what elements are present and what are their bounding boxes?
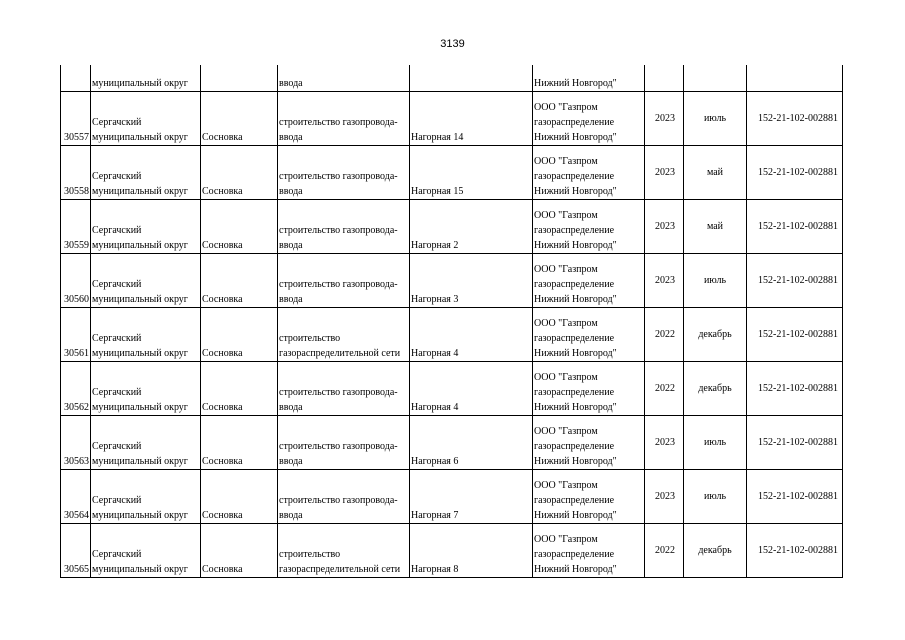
district-line-1: Сергачский bbox=[92, 441, 142, 452]
district-line-1: Сергачский bbox=[92, 387, 142, 398]
cell-num bbox=[61, 65, 91, 92]
address-text: Нагорная 4 bbox=[411, 402, 459, 413]
row-number: 30565 bbox=[64, 564, 89, 575]
cell-organization bbox=[533, 524, 645, 578]
cell-organization bbox=[533, 92, 645, 146]
object-line-2: ввода bbox=[279, 402, 303, 413]
month-text: июль bbox=[703, 437, 727, 448]
cell-year bbox=[645, 200, 684, 254]
cell-code bbox=[747, 524, 843, 578]
settlement-name: Сосновка bbox=[202, 240, 243, 251]
cell-settlement bbox=[201, 416, 278, 470]
cell-code bbox=[747, 200, 843, 254]
address-text: Нагорная 6 bbox=[411, 456, 459, 467]
district-line-2: муниципальный округ bbox=[92, 348, 188, 359]
cell-code bbox=[747, 92, 843, 146]
table-body bbox=[61, 65, 843, 578]
cell-organization bbox=[533, 470, 645, 524]
cell-district bbox=[91, 470, 201, 524]
month-text: декабрь bbox=[698, 383, 732, 394]
cell-organization bbox=[533, 200, 645, 254]
district-line-2: муниципальный округ bbox=[92, 186, 188, 197]
organization-line-3: Нижний Новгород" bbox=[534, 186, 617, 197]
cell-num bbox=[61, 254, 91, 308]
cell-month bbox=[684, 416, 747, 470]
cell-settlement bbox=[201, 470, 278, 524]
cell-month bbox=[684, 308, 747, 362]
month-text: июль bbox=[703, 491, 727, 502]
district-line-2: муниципальный округ bbox=[92, 510, 188, 521]
organization-line-3: Нижний Новгород" bbox=[534, 456, 617, 467]
object-line-2: ввода bbox=[279, 186, 303, 197]
settlement-name: Сосновка bbox=[202, 564, 243, 575]
object-line-2: газораспределительной сети bbox=[279, 348, 401, 359]
cell-code bbox=[747, 254, 843, 308]
table-row bbox=[61, 92, 843, 146]
district-line-1: Сергачский bbox=[92, 171, 142, 182]
row-number: 30559 bbox=[64, 240, 89, 251]
registry-code: 152-21-102-002881 bbox=[758, 329, 838, 340]
organization-line-1: ООО "Газпром bbox=[534, 480, 598, 491]
row-number: 30560 bbox=[64, 294, 89, 305]
organization-line-3: Нижний Новгород" bbox=[534, 132, 617, 143]
cell-month bbox=[684, 92, 747, 146]
organization-line-3: Нижний Новгород" bbox=[534, 510, 617, 521]
cell-organization bbox=[533, 146, 645, 200]
district-line-2: муниципальный округ bbox=[92, 402, 188, 413]
district-line-2: муниципальный округ bbox=[92, 294, 188, 305]
address-text: Нагорная 4 bbox=[411, 348, 459, 359]
address-text: Нагорная 3 bbox=[411, 294, 459, 305]
cell-district: муниципальный округ bbox=[91, 65, 201, 92]
cell-address bbox=[410, 362, 533, 416]
cell-address bbox=[410, 416, 533, 470]
cell-address bbox=[410, 200, 533, 254]
district-line-2: муниципальный округ bbox=[92, 132, 188, 143]
year-text: 2022 bbox=[655, 383, 675, 394]
row-number: 30562 bbox=[64, 402, 89, 413]
cell-object bbox=[278, 362, 410, 416]
cell-code bbox=[747, 416, 843, 470]
cell-year bbox=[645, 65, 684, 92]
cell-num bbox=[61, 200, 91, 254]
table-row bbox=[61, 308, 843, 362]
organization-line-1: ООО "Газпром bbox=[534, 264, 598, 275]
year-text: 2023 bbox=[655, 437, 675, 448]
organization-line-2: газораспределение bbox=[534, 333, 615, 344]
object-line-2: ввода bbox=[279, 456, 303, 467]
district-line-1: Сергачский bbox=[92, 225, 142, 236]
object-line-2: ввода bbox=[279, 294, 303, 305]
row-number: 30557 bbox=[64, 132, 89, 143]
organization-line-3: Нижний Новгород" bbox=[534, 294, 617, 305]
cell-year bbox=[645, 308, 684, 362]
month-text: декабрь bbox=[698, 329, 732, 340]
settlement-name: Сосновка bbox=[202, 510, 243, 521]
registry-code: 152-21-102-002881 bbox=[758, 383, 838, 394]
settlement-name: Сосновка bbox=[202, 132, 243, 143]
organization-line-1: ООО "Газпром bbox=[534, 318, 598, 329]
organization-line-1: ООО "Газпром bbox=[534, 102, 598, 113]
cell-num bbox=[61, 308, 91, 362]
cell-year bbox=[645, 254, 684, 308]
object-line-1: строительство газопровода- bbox=[279, 279, 398, 290]
registry-code: 152-21-102-002881 bbox=[758, 491, 838, 502]
district-line-2: муниципальный округ bbox=[92, 456, 188, 467]
district-line-1: Сергачский bbox=[92, 495, 142, 506]
cell-year bbox=[645, 92, 684, 146]
cell-month bbox=[684, 146, 747, 200]
cell-num bbox=[61, 146, 91, 200]
year-text: 2022 bbox=[655, 329, 675, 340]
cell-address bbox=[410, 254, 533, 308]
object-line-2: ввода bbox=[279, 132, 303, 143]
object-line-2: ввода bbox=[279, 240, 303, 251]
cell-settlement bbox=[201, 308, 278, 362]
address-text: Нагорная 7 bbox=[411, 510, 459, 521]
settlement-name: Сосновка bbox=[202, 348, 243, 359]
organization-line-1: ООО "Газпром bbox=[534, 156, 598, 167]
table-row bbox=[61, 524, 843, 578]
cell-num bbox=[61, 416, 91, 470]
table-row bbox=[61, 362, 843, 416]
table-row bbox=[61, 470, 843, 524]
organization-line-2: газораспределение bbox=[534, 171, 615, 182]
cell-organization bbox=[533, 308, 645, 362]
cell-district bbox=[91, 254, 201, 308]
cell-object bbox=[278, 416, 410, 470]
page-number: 3139 bbox=[440, 38, 465, 50]
row-number: 30558 bbox=[64, 186, 89, 197]
cell-code bbox=[747, 65, 843, 92]
row-number: 30561 bbox=[64, 348, 89, 359]
organization-line-2: газораспределение bbox=[534, 225, 615, 236]
cell-settlement bbox=[201, 146, 278, 200]
object-line-2: ввода bbox=[279, 510, 303, 521]
cell-month bbox=[684, 470, 747, 524]
table-row bbox=[61, 200, 843, 254]
cell-district bbox=[91, 416, 201, 470]
object-line-2: газораспределительной сети bbox=[279, 564, 401, 575]
year-text: 2023 bbox=[655, 275, 675, 286]
cell-settlement bbox=[201, 92, 278, 146]
cell-year bbox=[645, 362, 684, 416]
cell-district bbox=[91, 362, 201, 416]
cell-object: ввода bbox=[278, 65, 410, 92]
table-row bbox=[61, 416, 843, 470]
table-row bbox=[61, 254, 843, 308]
cell-district bbox=[91, 92, 201, 146]
object-line-1: строительство газопровода- bbox=[279, 225, 398, 236]
continuation-row bbox=[61, 65, 843, 92]
cell-object bbox=[278, 254, 410, 308]
address-text: Нагорная 14 bbox=[411, 132, 464, 143]
cell-district bbox=[91, 524, 201, 578]
organization-line-1: ООО "Газпром bbox=[534, 534, 598, 545]
cell-address bbox=[410, 470, 533, 524]
cell-month bbox=[684, 362, 747, 416]
year-text: 2023 bbox=[655, 221, 675, 232]
cell-organization bbox=[533, 416, 645, 470]
cell-num bbox=[61, 362, 91, 416]
cell-address bbox=[410, 65, 533, 92]
organization-line-3: Нижний Новгород" bbox=[534, 348, 617, 359]
address-text: Нагорная 8 bbox=[411, 564, 459, 575]
cell-code bbox=[747, 146, 843, 200]
settlement-name: Сосновка bbox=[202, 186, 243, 197]
registry-code: 152-21-102-002881 bbox=[758, 275, 838, 286]
cell-object bbox=[278, 308, 410, 362]
cell-code bbox=[747, 308, 843, 362]
district-line-2: муниципальный округ bbox=[92, 240, 188, 251]
address-text: Нагорная 15 bbox=[411, 186, 464, 197]
organization-line-2: газораспределение bbox=[534, 117, 615, 128]
year-text: 2023 bbox=[655, 113, 675, 124]
year-text: 2022 bbox=[655, 545, 675, 556]
settlement-name: Сосновка bbox=[202, 402, 243, 413]
cell-year bbox=[645, 146, 684, 200]
cell-month bbox=[684, 524, 747, 578]
month-text: май bbox=[706, 221, 724, 232]
organization-line-2: газораспределение bbox=[534, 279, 615, 290]
object-line-1: строительство газопровода- bbox=[279, 495, 398, 506]
registry-code: 152-21-102-002881 bbox=[758, 167, 838, 178]
cell-object bbox=[278, 470, 410, 524]
year-text: 2023 bbox=[655, 491, 675, 502]
cell-address bbox=[410, 92, 533, 146]
registry-code: 152-21-102-002881 bbox=[758, 113, 838, 124]
month-text: июль bbox=[703, 275, 727, 286]
object-line-1: строительство газопровода- bbox=[279, 117, 398, 128]
organization-line-3: Нижний Новгород" bbox=[534, 240, 617, 251]
organization-line-1: ООО "Газпром bbox=[534, 426, 598, 437]
table-row bbox=[61, 146, 843, 200]
month-text: декабрь bbox=[698, 545, 732, 556]
organization-line-2: газораспределение bbox=[534, 495, 615, 506]
district-line-1: Сергачский bbox=[92, 333, 142, 344]
cell-object bbox=[278, 524, 410, 578]
cell-district bbox=[91, 146, 201, 200]
cell-num bbox=[61, 524, 91, 578]
object-line-1: строительство газопровода- bbox=[279, 171, 398, 182]
district-line-1: Сергачский bbox=[92, 279, 142, 290]
cell-month bbox=[684, 200, 747, 254]
cell-num bbox=[61, 92, 91, 146]
organization-line-1: ООО "Газпром bbox=[534, 210, 598, 221]
cell-organization bbox=[533, 254, 645, 308]
cell-object bbox=[278, 200, 410, 254]
cell-year bbox=[645, 470, 684, 524]
object-line-1: строительство газопровода- bbox=[279, 441, 398, 452]
cell-year bbox=[645, 524, 684, 578]
registry-code: 152-21-102-002881 bbox=[758, 221, 838, 232]
cell-address bbox=[410, 524, 533, 578]
cell-address bbox=[410, 146, 533, 200]
row-number: 30564 bbox=[64, 510, 89, 521]
object-line-1: строительство bbox=[279, 333, 341, 344]
cell-settlement bbox=[201, 65, 278, 92]
cell-month bbox=[684, 254, 747, 308]
cell-num bbox=[61, 470, 91, 524]
settlement-name: Сосновка bbox=[202, 456, 243, 467]
cell-organization bbox=[533, 362, 645, 416]
organization-line-2: газораспределение bbox=[534, 387, 615, 398]
cell-month bbox=[684, 65, 747, 92]
registry-table bbox=[60, 65, 843, 578]
district-line-1: Сергачский bbox=[92, 117, 142, 128]
cell-settlement bbox=[201, 362, 278, 416]
organization-line-3: Нижний Новгород" bbox=[534, 402, 617, 413]
organization-line-2: газораспределение bbox=[534, 549, 615, 560]
cell-code bbox=[747, 362, 843, 416]
cell-year bbox=[645, 416, 684, 470]
district-line-2: муниципальный округ bbox=[92, 564, 188, 575]
address-text: Нагорная 2 bbox=[411, 240, 459, 251]
month-text: май bbox=[706, 167, 724, 178]
object-line-1: строительство bbox=[279, 549, 341, 560]
cell-settlement bbox=[201, 254, 278, 308]
object-line-1: строительство газопровода- bbox=[279, 387, 398, 398]
cell-code bbox=[747, 470, 843, 524]
cell-settlement bbox=[201, 524, 278, 578]
registry-code: 152-21-102-002881 bbox=[758, 545, 838, 556]
row-number: 30563 bbox=[64, 456, 89, 467]
cell-district bbox=[91, 308, 201, 362]
month-text: июль bbox=[703, 113, 727, 124]
registry-code: 152-21-102-002881 bbox=[758, 437, 838, 448]
settlement-name: Сосновка bbox=[202, 294, 243, 305]
organization-line-1: ООО "Газпром bbox=[534, 372, 598, 383]
organization-line-2: газораспределение bbox=[534, 441, 615, 452]
cell-organization: Нижний Новгород" bbox=[533, 65, 645, 92]
cell-object bbox=[278, 92, 410, 146]
district-line-1: Сергачский bbox=[92, 549, 142, 560]
cell-district bbox=[91, 200, 201, 254]
organization-line-3: Нижний Новгород" bbox=[534, 564, 617, 575]
cell-address bbox=[410, 308, 533, 362]
cell-settlement bbox=[201, 200, 278, 254]
cell-object bbox=[278, 146, 410, 200]
year-text: 2023 bbox=[655, 167, 675, 178]
